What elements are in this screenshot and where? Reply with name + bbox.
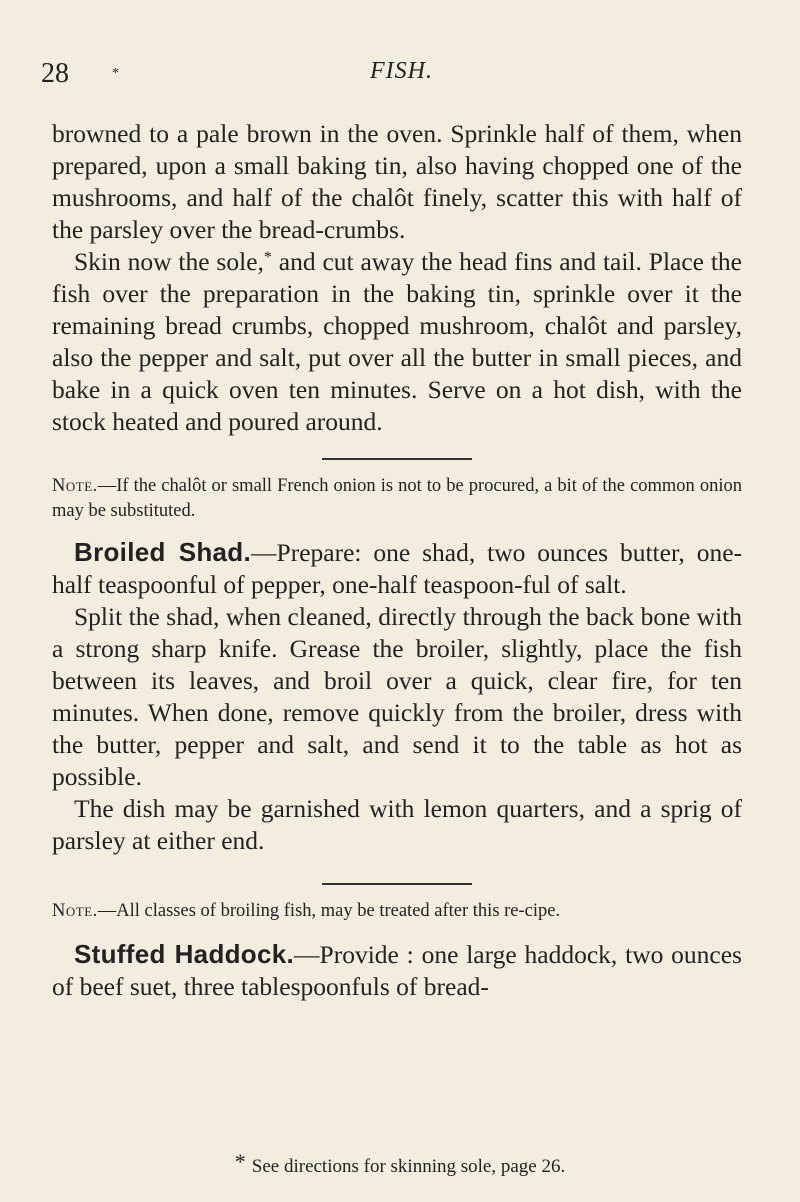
header-mark: * — [112, 66, 119, 81]
note-label: Note. — [52, 901, 98, 921]
running-head: FISH. — [370, 58, 433, 84]
paragraph-skin-sole — [52, 246, 742, 438]
footnote-star: * — [234, 1149, 246, 1174]
paragraph-split-shad: Split the shad, when cleaned, directly through the back bone with a strong sharp knife. Grease the broiler, slightly, place the fish between its leaves, and broil over a quick, clear fire, for ten minutes. When done, remove quickly from the broiler, dress with the butter, pepper and salt, and send it to the table as hot as possible. — [52, 602, 742, 791]
recipe-title-stuffed-haddock: Stuffed Haddock. — [74, 939, 295, 969]
note-text: —If the chalôt or small French onion is not to be procured, a bit of the common onion may be substituted. — [52, 476, 742, 521]
recipe-broiled-shad — [52, 536, 742, 601]
recipe-title-broiled-shad: Broiled Shad. — [74, 537, 252, 567]
note-broiling — [52, 899, 742, 924]
footnote-reference: * — [263, 249, 272, 266]
footnote-text: See directions for skinning sole, page 26. — [251, 1156, 566, 1177]
recipe-intro: —Prepare: one shad, two ounces butter, one-half teaspoonful of pepper, one-half teaspoon-ful of salt. — [52, 538, 743, 599]
footnote — [0, 1149, 800, 1178]
paragraph-skin-sole-start: Skin now the sole, — [74, 247, 264, 276]
note-chalot — [52, 474, 742, 524]
page-number: 28 — [41, 58, 69, 89]
note-text: —All classes of broiling fish, may be treated after this re-cipe. — [97, 901, 561, 921]
paragraph-garnish: The dish may be garnished with lemon quarters, and a sprig of parsley at either end. — [52, 794, 742, 855]
paragraph-skin-sole-rest: and cut away the head fins and tail. Place the fish over the preparation in the baking tin, sprinkle over it the remaining bread crumbs, chopped mushroom, chalôt and parsley, also the pepper and salt, put over all the butter in small pieces, and bake in a quick oven ten minutes. Serve on a hot dish, with the stock heated and poured around. — [52, 247, 742, 436]
paragraph-browned: browned to a pale brown in the oven. Sprinkle half of them, when prepared, upon a small baking tin, also having chopped one of the mushrooms, and half of the chalôt finely, scatter this with half of the parsley over the bread-crumbs. — [52, 119, 742, 244]
page-header — [0, 58, 800, 98]
recipe-intro: —Provide : one large haddock, two ounces of beef suet, three tablespoonfuls of bread- — [52, 940, 742, 1001]
note-label: Note. — [52, 476, 98, 496]
recipe-stuffed-haddock — [52, 938, 742, 1003]
page-body — [52, 118, 742, 1003]
